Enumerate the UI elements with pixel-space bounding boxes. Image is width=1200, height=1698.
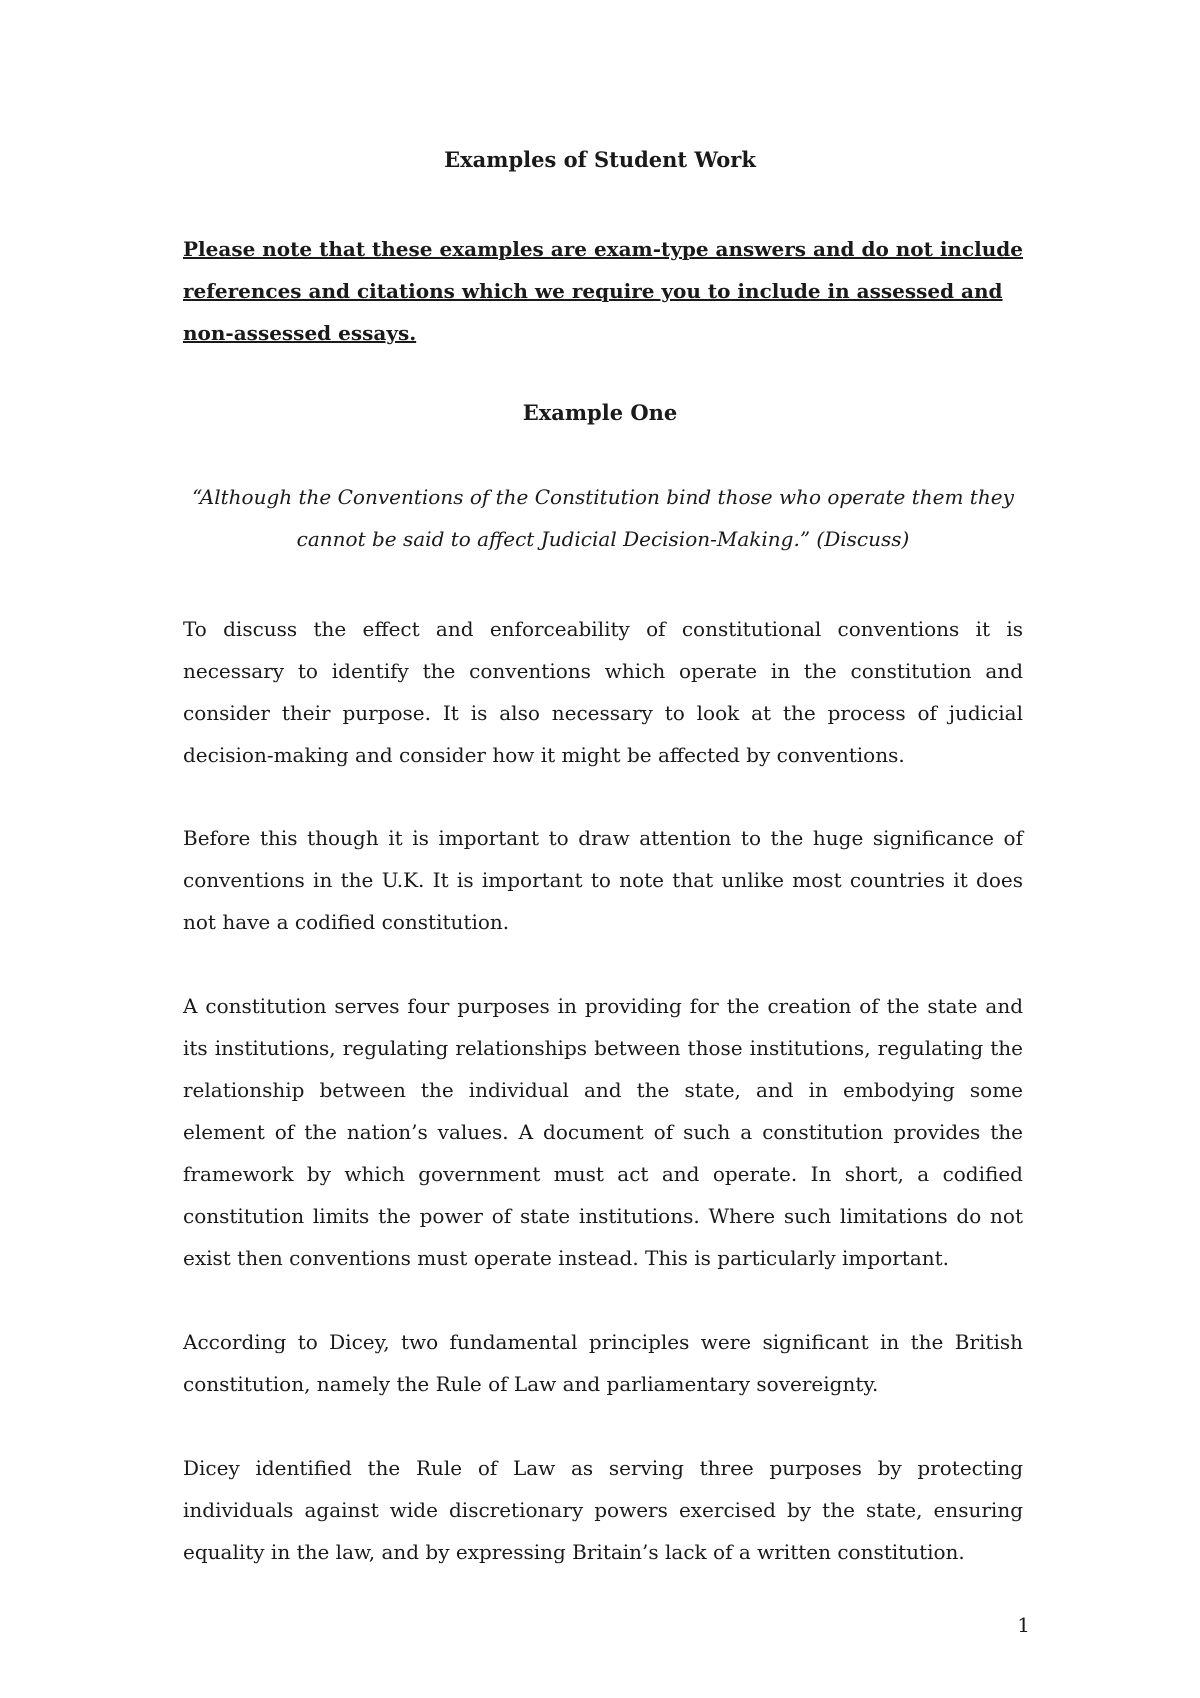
example-heading: Example One [522,400,678,425]
notice-text: Please note that these examples are exam-type answers and do not include references and citations which we require you to include in assessed and non-assessed essays. [183,237,1023,345]
document-title: Examples of Student Work [444,147,756,172]
page-number: 1 [1017,1613,1030,1637]
paragraph-3: A constitution serves four purposes in providing for the creation of the state and its institutions, regulating relationships between those institutions, regulating the relationship between the individual and the state, and in embodying some element of the nation’s values. A document of such a constitution provides the framework by which government must act and operate. In short, a codified constitution limits the power of state institutions. Where such limitations do not exist then conventions must operate instead. This is particularly important. [183,994,1023,1270]
paragraph-4: According to Dicey, two fundamental principles were significant in the British constitution, namely the Rule of Law and parliamentary sovereignty. [183,1330,1023,1396]
essay-question-quote: “Although the Conventions of the Constitution bind those who operate them they cannot be said to affect Judicial Decision-Making.” (Discuss) [192,485,1014,551]
paragraph-2: Before this though it is important to draw attention to the huge significance of conventions in the U.K. It is important to note that unlike most countries it does not have a codified constitution. [183,826,1023,934]
paragraph-1: To discuss the effect and enforceability of constitutional conventions it is necessary to identify the conventions which operate in the constitution and consider their purpose. It is also necessary to look at the process of judicial decision-making and consider how it might be affected by conventions. [183,617,1023,767]
paragraph-5: Dicey identified the Rule of Law as serving three purposes by protecting individuals against wide discretionary powers exercised by the state, ensuring equality in the law, and by expressing Britain’s lack of a written constitution. [183,1456,1023,1564]
